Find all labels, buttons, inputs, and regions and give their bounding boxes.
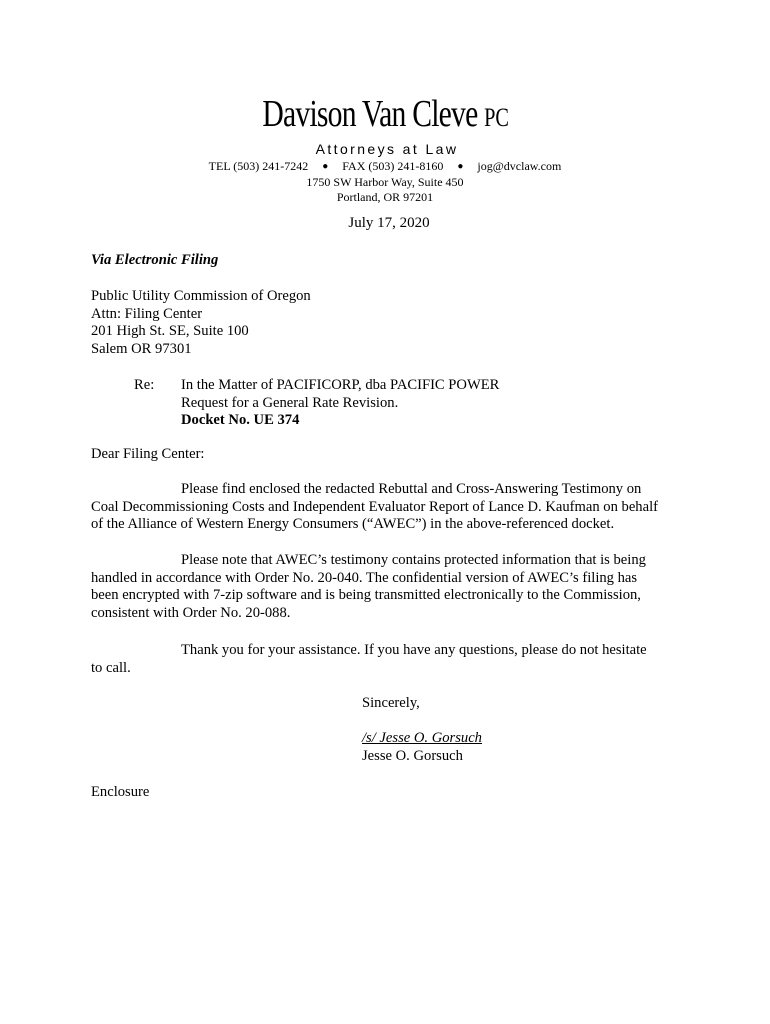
letter-date: July 17, 2020 <box>348 215 430 231</box>
firm-name <box>85 92 686 140</box>
email: jog@dvclaw.com <box>477 159 562 173</box>
contact-line <box>0 159 770 175</box>
closing-salutation: Sincerely, <box>362 695 420 711</box>
re-line: Request for a General Rate Revision. <box>181 394 399 411</box>
paragraph-line: been encrypted with 7-zip software and is being transmitted electronically to the Commission, <box>91 587 641 604</box>
recipient-line: Attn: Filing Center <box>91 305 203 322</box>
delivery-method: Via Electronic Filing <box>91 252 219 268</box>
paragraph-line: to call. <box>91 659 131 676</box>
paragraph-line: Coal Decommissioning Costs and Independent Evaluator Report of Lance D. Kaufman on behalf <box>91 498 658 515</box>
paragraph-line: consistent with Order No. 20-088. <box>91 604 291 621</box>
salutation: Dear Filing Center: <box>91 446 205 462</box>
fax: FAX (503) 241-8160 <box>342 159 444 173</box>
paragraph-line <box>91 481 681 499</box>
body-paragraph <box>91 642 681 677</box>
recipient-line: Public Utility Commission of Oregon <box>91 288 311 304</box>
firm-suffix: PC <box>484 103 509 132</box>
re-body <box>181 377 499 430</box>
firm-address-line2: Portland, OR 97201 <box>336 190 434 204</box>
paragraph-text: Please find enclosed the redacted Rebuttal and Cross-Answering Testimony on <box>181 481 642 497</box>
firm-address-line1: 1750 SW Harbor Way, Suite 450 <box>306 175 464 189</box>
recipient-line: Salem OR 97301 <box>91 340 192 357</box>
electronic-signature: /s/ Jesse O. Gorsuch <box>362 730 482 746</box>
paragraph-line: of the Alliance of Western Energy Consumers (“AWEC”) in the above-referenced docket. <box>91 516 615 533</box>
firm-tagline: Attorneys at Law <box>315 141 459 157</box>
signature-block <box>362 730 482 765</box>
body-paragraph <box>91 552 681 622</box>
re-label: Re: <box>134 377 155 393</box>
paragraph-text: Thank you for your assistance. If you have any questions, please do not hesitate <box>181 642 647 658</box>
firm-name-text: Davison Van Cleve <box>262 93 478 135</box>
enclosure-note: Enclosure <box>91 784 150 800</box>
re-line: In the Matter of PACIFICORP, dba PACIFIC POWER <box>181 377 500 393</box>
re-block <box>134 377 499 430</box>
recipient-line: 201 High St. SE, Suite 100 <box>91 323 249 340</box>
signer-name: Jesse O. Gorsuch <box>362 747 463 764</box>
telephone: TEL (503) 241-7242 <box>208 159 309 173</box>
letterhead <box>0 92 770 205</box>
body-paragraph <box>91 481 681 534</box>
paragraph-line <box>91 642 681 660</box>
paragraph-text: Please note that AWEC’s testimony contains protected information that is being <box>181 552 646 568</box>
bullet-separator: ● <box>322 161 329 172</box>
bullet-separator: ● <box>457 161 464 172</box>
docket-number: Docket No. UE 374 <box>181 412 300 429</box>
paragraph-line: handled in accordance with Order No. 20-040. The confidential version of AWEC’s filing has <box>91 569 638 586</box>
paragraph-line <box>91 552 681 570</box>
recipient-address <box>91 288 691 358</box>
